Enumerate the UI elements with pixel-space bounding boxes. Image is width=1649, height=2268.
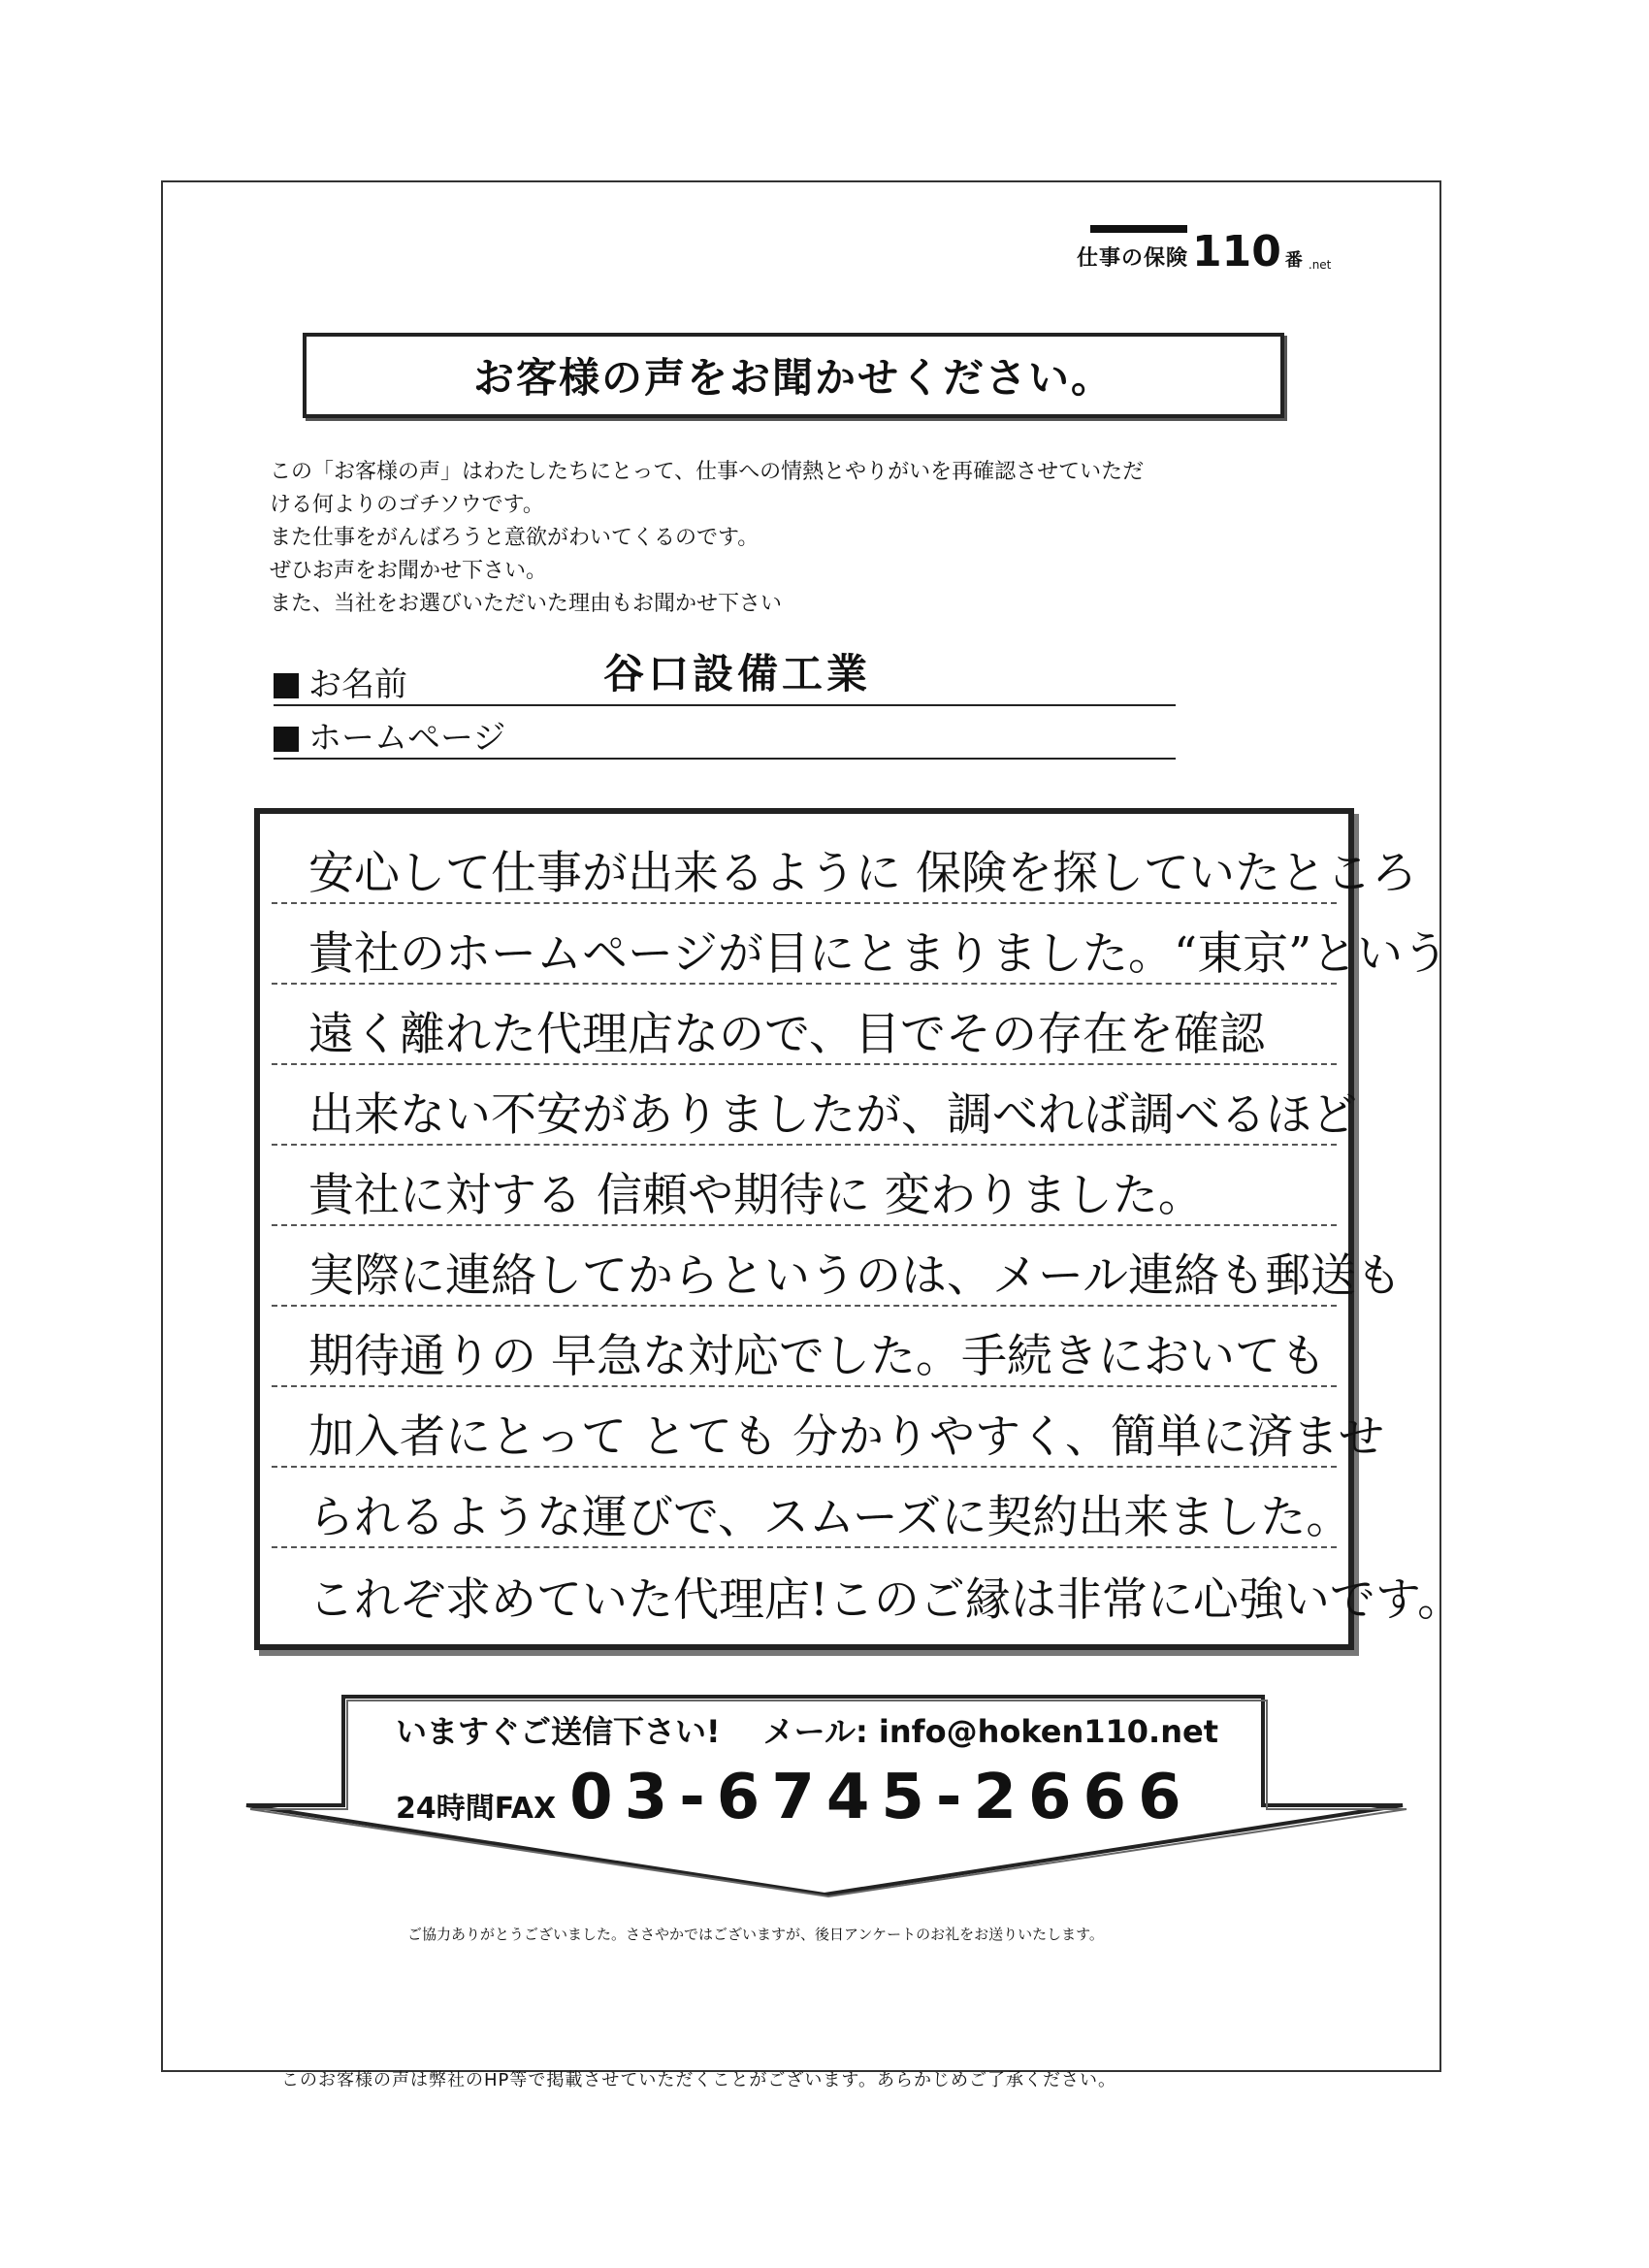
send-now-text: いますぐご送信下さい!: [396, 1713, 721, 1750]
handwritten-letter-box: [254, 808, 1464, 1650]
letter-line: 実際に連絡してからというのは、メール連絡も郵送も: [272, 1226, 1337, 1307]
cta-line-send: [396, 1707, 1269, 1752]
logo-bar: [1090, 225, 1187, 233]
intro-line: また仕事をがんばろうと意欲がわいてくるのです。: [270, 526, 760, 550]
intro-line: この「お客様の声」はわたしたちにとって、仕事への情熱とやりがいを再確認させていただ: [270, 460, 1145, 484]
company-logo: [1077, 225, 1358, 276]
intro-line: ぜひお声をお聞かせ下さい。: [270, 559, 548, 583]
letter-line: 安心して仕事が出来るように 保険を探していたところ: [272, 824, 1337, 904]
letter-line: 貴社のホームページが目にとまりました。“東京”という: [272, 904, 1337, 985]
name-label: お名前: [308, 665, 407, 704]
intro-line: ける何よりのゴチソウです。: [270, 493, 544, 517]
logo-net-text: .net: [1308, 258, 1332, 272]
letter-line: 遠く離れた代理店なので、目でその存在を確認: [272, 985, 1337, 1065]
page-title-box: [303, 333, 1284, 418]
letter-line: これぞ求めていた代理店!このご縁は非常に心強いです。: [308, 1573, 1464, 1627]
logo-number: 110: [1192, 227, 1281, 276]
cta-line-fax: [396, 1762, 1269, 1833]
name-field: [274, 650, 1176, 706]
page-title: お客様の声をお聞かせください。: [472, 354, 1114, 402]
name-value: 谷口設備工業: [603, 650, 872, 697]
letter-line: 貴社に対する 信頼や期待に 変わりました。: [272, 1146, 1337, 1226]
mail-address: info@hoken110.net: [878, 1713, 1218, 1750]
mail-label: メール:: [762, 1713, 868, 1750]
bullet-square-icon: [274, 727, 299, 752]
intro-text: [270, 456, 1356, 621]
letter-line: 出来ない不安がありましたが、調べれば調べるほど: [272, 1065, 1337, 1146]
fax-label: 24時間FAX: [396, 1792, 557, 1826]
thanks-note: ご協力ありがとうございました。ささやかではございますが、後日アンケートのお礼をお送りいたします。: [407, 1926, 1104, 1943]
homepage-label: ホームページ: [308, 719, 506, 758]
disclaimer-note: このお客様の声は弊社のHP等で掲載させていただくことがございます。あらかじめご了承ください。: [281, 2070, 1116, 2090]
letter-line: 加入者にとって とても 分かりやすく、簡単に済ませ: [272, 1387, 1337, 1468]
bullet-square-icon: [274, 673, 299, 698]
logo-main-text: 仕事の保険: [1077, 246, 1189, 271]
intro-line: また、当社をお選びいただいた理由もお聞かせ下さい: [270, 592, 783, 616]
fax-number: 03-6745-2666: [569, 1762, 1193, 1833]
homepage-field: [274, 713, 1176, 760]
letter-line: られるような運びで、スムーズに契約出来ました。: [272, 1468, 1337, 1548]
logo-tail-text: 番: [1284, 250, 1303, 271]
letter-line: 期待通りの 早急な対応でした。手続きにおいても: [272, 1307, 1337, 1387]
